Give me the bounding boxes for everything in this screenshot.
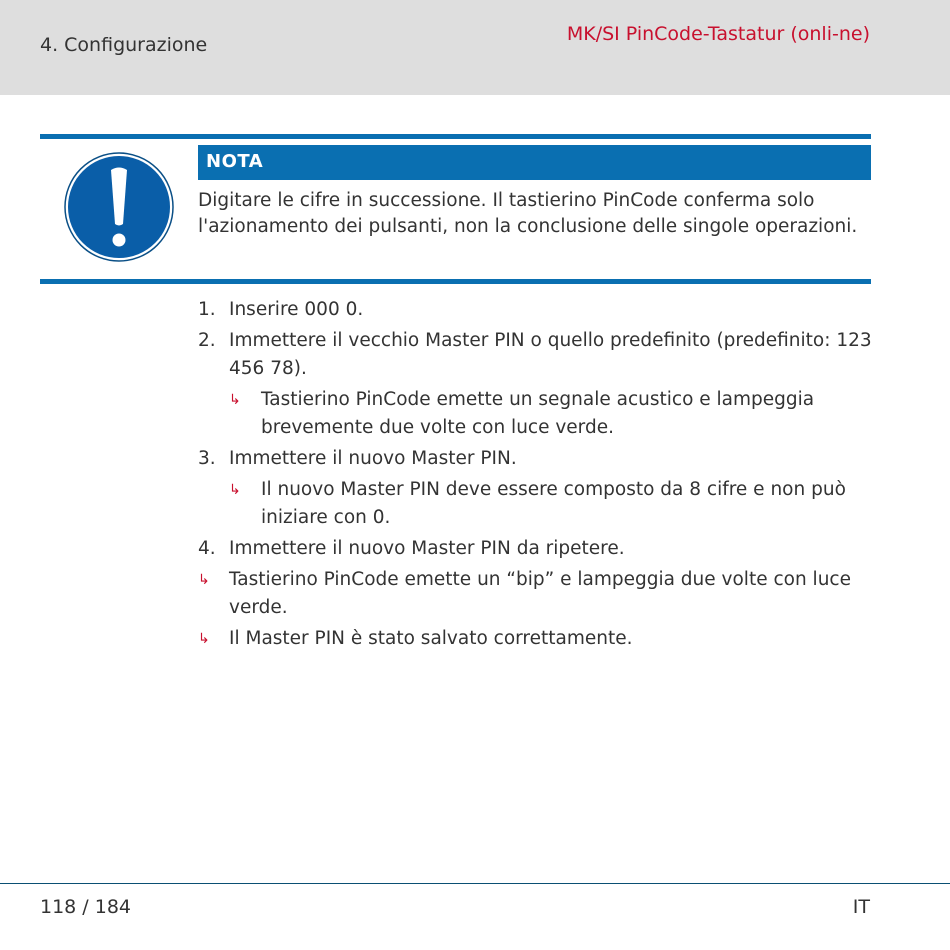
step-number: 1. <box>198 299 216 320</box>
step-2 <box>198 327 878 442</box>
final-result-1 <box>198 566 878 622</box>
chapter-title: 4. Configurazione <box>40 34 208 56</box>
step-number: 4. <box>198 538 216 559</box>
step-text: Inserire 000 0. <box>229 299 364 320</box>
result-arrow-icon: ↳ <box>198 572 210 588</box>
result-arrow-icon: ↳ <box>229 392 241 408</box>
note-heading-bar <box>198 145 871 180</box>
result-text: Il Master PIN è stato salvato correttamente. <box>229 628 633 649</box>
step-text: Immettere il nuovo Master PIN da ripetere. <box>229 538 625 559</box>
exclamation-icon <box>64 152 174 262</box>
note-top-rule <box>40 134 871 139</box>
result-arrow-icon: ↳ <box>198 631 210 647</box>
page-number: 118 / 184 <box>40 896 132 918</box>
step-result <box>229 386 878 442</box>
step-result <box>229 476 878 532</box>
step-number: 2. <box>198 330 216 351</box>
step-number: 3. <box>198 448 216 469</box>
note-bottom-rule <box>40 279 871 284</box>
note-text: Digitare le cifre in successione. Il tastierino PinCode conferma solo l'azionamento dei pulsanti, non la conclusione delle singole operazioni. <box>198 190 858 237</box>
footer-rule <box>0 883 950 884</box>
document-title <box>540 20 870 48</box>
final-result-2 <box>198 625 878 653</box>
instruction-list <box>198 296 878 656</box>
document-title-text: MK/SI PinCode-Tastatur (onli-ne) <box>566 23 870 45</box>
step-1 <box>198 296 878 324</box>
step-text: Immettere il vecchio Master PIN o quello predefinito (predefinito: 123 456 78). <box>229 330 872 379</box>
step-text: Immettere il nuovo Master PIN. <box>229 448 517 469</box>
result-arrow-icon: ↳ <box>229 482 241 498</box>
step-4 <box>198 535 878 563</box>
note-label: NOTA <box>206 151 264 172</box>
step-result-text: Tastierino PinCode emette un segnale acustico e lampeggia brevemente due volte con luce verde. <box>261 389 815 438</box>
language-code: IT <box>852 896 870 918</box>
step-result-text: Il nuovo Master PIN deve essere composto da 8 cifre e non può iniziare con 0. <box>261 479 846 528</box>
result-text: Tastierino PinCode emette un “bip” e lampeggia due volte con luce verde. <box>229 569 851 618</box>
page-header <box>0 0 950 95</box>
step-3 <box>198 445 878 532</box>
